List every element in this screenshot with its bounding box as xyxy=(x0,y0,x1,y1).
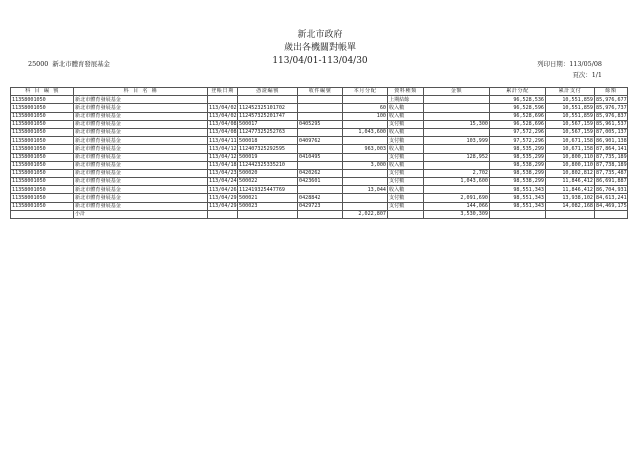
data-type-cell: 收入數 xyxy=(388,112,424,120)
print-date: 列印日期：113/05/08 xyxy=(537,60,602,68)
subject-code-cell: 11358001050 xyxy=(11,186,74,194)
monthly-alloc-cell: 3,000 xyxy=(343,161,388,169)
amount-cell xyxy=(424,104,490,112)
subtotal-empty-cell xyxy=(388,210,424,218)
monthly-alloc-cell: 100 xyxy=(343,112,388,120)
cum-alloc-cell: 98,538,299 xyxy=(490,178,546,186)
amount-cell xyxy=(424,96,490,104)
subject-name-cell: 新北市體育發展基金 xyxy=(74,145,208,153)
subject-code-cell: 11358001050 xyxy=(11,104,74,112)
subject-code-cell: 11358001050 xyxy=(11,153,74,161)
subject-name-cell: 新北市體育發展基金 xyxy=(74,178,208,186)
receipt-no-cell xyxy=(298,128,343,136)
subject-name-cell: 新北市體育發展基金 xyxy=(74,96,208,104)
org-code: 25000 xyxy=(28,60,49,68)
receipt-no-cell: 0428842 xyxy=(298,194,343,202)
subtotal-alloc: 2,022,807 xyxy=(343,210,388,218)
table-body xyxy=(11,96,628,219)
subtotal-label: 小計 xyxy=(74,210,208,218)
subject-code-cell: 11358001050 xyxy=(11,178,74,186)
post-date-cell: 113/04/24 xyxy=(209,178,237,185)
col-post-date-header: 登帳日期 xyxy=(208,88,238,96)
post-date-cell: 113/04/12 xyxy=(209,153,237,160)
voucher-no-cell: 500018 xyxy=(238,137,298,145)
table-row xyxy=(11,137,628,145)
post-date-cell: 113/04/08 xyxy=(209,129,237,136)
monthly-alloc-cell: 1,043,600 xyxy=(343,128,388,136)
voucher-no-cell: 500023 xyxy=(238,202,298,210)
voucher-no-cell: 112442325335210 xyxy=(238,161,298,169)
amount-cell: 128,952 xyxy=(424,153,490,161)
subtotal-empty-cell xyxy=(11,210,74,218)
subject-code-cell: 11358001050 xyxy=(11,161,74,169)
table-row xyxy=(11,169,628,177)
cum-paid-cell: 10,802,812 xyxy=(546,169,595,177)
col-data-type-header: 資料種類 xyxy=(388,88,424,96)
cum-alloc-cell: 98,535,299 xyxy=(490,153,546,161)
table-row xyxy=(11,202,628,210)
receipt-no-cell xyxy=(298,112,343,120)
receipt-no-cell xyxy=(298,161,343,169)
cum-paid-cell: 10,671,158 xyxy=(546,145,595,153)
receipt-no-cell: 0409762 xyxy=(298,137,343,145)
cum-alloc-cell: 96,528,696 xyxy=(490,120,546,128)
col-voucher-no-header: 憑證編號 xyxy=(238,88,298,96)
post-date-cell: 113/04/23 xyxy=(209,170,237,177)
voucher-no-cell: 500020 xyxy=(238,169,298,177)
post-date-cell: 113/04/26 xyxy=(209,186,237,193)
monthly-alloc-cell: 13,044 xyxy=(343,186,388,194)
voucher-no-cell: 112457325201747 xyxy=(238,112,298,120)
receipt-no-cell: 0423601 xyxy=(298,178,343,186)
col-amount-header: 金額 xyxy=(424,88,490,96)
data-type-cell: 支付數 xyxy=(388,202,424,210)
table-row xyxy=(11,145,628,153)
table-header-row xyxy=(11,88,628,96)
subject-name-cell: 新北市體育發展基金 xyxy=(74,128,208,136)
balance-cell: 87,735,189 xyxy=(596,153,627,160)
table-row xyxy=(11,178,628,186)
subject-name-cell: 新北市體育發展基金 xyxy=(74,112,208,120)
subtotal-amount: 3,530,309 xyxy=(424,210,490,218)
table-row xyxy=(11,186,628,194)
table-row xyxy=(11,120,628,128)
balance-cell: 84,613,241 xyxy=(596,194,627,201)
cum-alloc-cell: 98,538,299 xyxy=(490,161,546,169)
post-date-cell: 113/04/02 xyxy=(209,112,237,119)
report-title-statement: 歲出各機關對帳單 xyxy=(283,43,356,53)
cum-paid-cell: 10,671,158 xyxy=(546,137,595,145)
cum-paid-cell: 10,800,110 xyxy=(546,161,595,169)
cum-alloc-cell: 98,551,343 xyxy=(490,186,546,194)
amount-cell: 2,091,690 xyxy=(424,194,490,202)
data-type-cell: 支付數 xyxy=(388,137,424,145)
cum-alloc-cell: 98,538,299 xyxy=(490,169,546,177)
post-date-cell: 113/04/18 xyxy=(209,162,237,169)
data-type-cell: 收入數 xyxy=(388,145,424,153)
org-name: 新北市體育發展基金 xyxy=(52,60,110,68)
col-cum-alloc-header: 累計分配 xyxy=(490,88,546,96)
voucher-no-cell: 112419325447769 xyxy=(238,186,298,194)
balance-cell: 86,704,931 xyxy=(596,186,627,193)
balance-cell: 84,469,175 xyxy=(596,203,627,210)
cum-alloc-cell: 96,528,596 xyxy=(490,104,546,112)
subtotal-empty-cell xyxy=(238,210,298,218)
subject-name-cell: 新北市體育發展基金 xyxy=(74,120,208,128)
data-type-cell: 支付數 xyxy=(388,120,424,128)
post-date-cell: 113/04/02 xyxy=(209,104,237,111)
receipt-no-cell: 0429723 xyxy=(298,202,343,210)
data-type-cell: 上期結餘 xyxy=(388,96,424,104)
balance-cell: 87,864,141 xyxy=(596,145,627,152)
cum-paid-cell: 10,800,110 xyxy=(546,153,595,161)
data-type-cell: 收入數 xyxy=(388,128,424,136)
cum-paid-cell: 10,551,859 xyxy=(546,112,595,120)
data-type-cell: 收入數 xyxy=(388,161,424,169)
data-type-cell: 收入數 xyxy=(388,104,424,112)
subject-code-cell: 11358001050 xyxy=(11,120,74,128)
amount-cell xyxy=(424,112,490,120)
page-number: 頁次：1/1 xyxy=(572,71,602,79)
subject-code-cell: 11358001050 xyxy=(11,128,74,136)
post-date-cell xyxy=(208,96,238,104)
cum-alloc-cell: 97,572,296 xyxy=(490,137,546,145)
data-type-cell: 收入數 xyxy=(388,186,424,194)
table-row xyxy=(11,194,628,202)
subtotal-empty-cell xyxy=(298,210,343,218)
balance-cell: 85,976,837 xyxy=(596,112,627,119)
table-row xyxy=(11,161,628,169)
amount-cell: 1,043,600 xyxy=(424,178,490,186)
monthly-alloc-cell xyxy=(343,202,388,210)
monthly-alloc-cell xyxy=(343,137,388,145)
subject-name-cell: 新北市體育發展基金 xyxy=(74,202,208,210)
voucher-no-cell xyxy=(238,96,298,104)
cum-paid-cell: 10,551,859 xyxy=(546,104,595,112)
subject-name-cell: 新北市體育發展基金 xyxy=(74,137,208,145)
cum-alloc-cell: 96,528,696 xyxy=(490,112,546,120)
subject-name-cell: 新北市體育發展基金 xyxy=(74,186,208,194)
subtotal-row xyxy=(11,210,628,218)
subject-name-cell: 新北市體育發展基金 xyxy=(74,104,208,112)
subtotal-empty-cell xyxy=(546,210,595,218)
ledger-table xyxy=(10,87,628,219)
voucher-no-cell: 112452325101702 xyxy=(238,104,298,112)
table-row xyxy=(11,153,628,161)
data-type-cell: 支付數 xyxy=(388,153,424,161)
subject-code-cell: 11358001050 xyxy=(11,137,74,145)
subject-code-cell: 11358001050 xyxy=(11,112,74,120)
receipt-no-cell: 0405295 xyxy=(298,120,343,128)
receipt-no-cell xyxy=(298,145,343,153)
cum-paid-cell: 10,567,159 xyxy=(546,120,595,128)
post-date-cell: 113/04/08 xyxy=(209,121,237,128)
cum-paid-cell: 10,567,159 xyxy=(546,128,595,136)
subject-name-cell: 新北市體育發展基金 xyxy=(74,194,208,202)
balance-cell: 85,976,677 xyxy=(596,96,627,103)
cum-alloc-cell: 98,535,299 xyxy=(490,145,546,153)
subject-name-cell: 新北市體育發展基金 xyxy=(74,153,208,161)
receipt-no-cell xyxy=(298,104,343,112)
cum-alloc-cell: 97,572,296 xyxy=(490,128,546,136)
subtotal-empty-cell xyxy=(595,210,628,218)
post-date-cell: 113/04/29 xyxy=(209,194,237,201)
monthly-alloc-cell xyxy=(343,169,388,177)
cum-paid-cell: 11,846,412 xyxy=(546,186,595,194)
balance-cell: 87,005,137 xyxy=(596,129,627,136)
balance-cell: 87,738,189 xyxy=(596,162,627,169)
subject-name-cell: 新北市體育發展基金 xyxy=(74,169,208,177)
amount-cell xyxy=(424,145,490,153)
col-receipt-no-header: 收件編號 xyxy=(298,88,343,96)
receipt-no-cell xyxy=(298,96,343,104)
cum-paid-cell: 13,938,102 xyxy=(546,194,595,202)
subject-name-cell: 新北市體育發展基金 xyxy=(74,161,208,169)
post-date-cell: 113/04/29 xyxy=(209,203,237,210)
org-info xyxy=(28,60,110,68)
cum-alloc-cell: 98,551,343 xyxy=(490,194,546,202)
post-date-cell: 113/04/11 xyxy=(209,137,237,144)
data-type-cell: 支付數 xyxy=(388,194,424,202)
col-cum-paid-header: 累計支付 xyxy=(546,88,595,96)
monthly-alloc-cell: 60 xyxy=(343,104,388,112)
subject-code-cell: 11358001050 xyxy=(11,145,74,153)
balance-cell: 85,961,537 xyxy=(596,121,627,128)
voucher-no-cell: 500019 xyxy=(238,153,298,161)
table-row xyxy=(11,96,628,104)
table-row xyxy=(11,104,628,112)
voucher-no-cell: 500017 xyxy=(238,120,298,128)
amount-cell xyxy=(424,186,490,194)
receipt-no-cell xyxy=(298,186,343,194)
subject-code-cell: 11358001050 xyxy=(11,194,74,202)
subtotal-empty-cell xyxy=(208,210,238,218)
balance-cell: 85,976,737 xyxy=(596,104,627,111)
data-type-cell: 支付數 xyxy=(388,169,424,177)
col-subject-name-header: 科 目 名 稱 xyxy=(74,88,208,96)
subject-code-cell: 11358001050 xyxy=(11,202,74,210)
amount-cell: 144,066 xyxy=(424,202,490,210)
post-date-cell: 113/04/12 xyxy=(209,145,237,152)
voucher-no-cell: 112477325252763 xyxy=(238,128,298,136)
monthly-alloc-cell xyxy=(343,153,388,161)
voucher-no-cell: 500021 xyxy=(238,194,298,202)
col-monthly-alloc-header: 本月分配 xyxy=(343,88,388,96)
subtotal-empty-cell xyxy=(490,210,546,218)
balance-cell: 86,691,887 xyxy=(596,178,627,185)
balance-cell: 87,735,487 xyxy=(596,170,627,177)
cum-paid-cell: 14,082,168 xyxy=(546,202,595,210)
subject-code-cell: 11358001050 xyxy=(11,169,74,177)
col-balance-header: 餘額 xyxy=(595,88,628,96)
cum-alloc-cell: 98,551,343 xyxy=(490,202,546,210)
monthly-alloc-cell xyxy=(343,178,388,186)
amount-cell xyxy=(424,128,490,136)
monthly-alloc-cell: 963,003 xyxy=(343,145,388,153)
cum-paid-cell: 11,846,412 xyxy=(546,178,595,186)
subject-code-cell: 11358001050 xyxy=(11,96,74,104)
report-title-agency: 新北市政府 xyxy=(297,30,343,40)
voucher-no-cell: 112407325292595 xyxy=(238,145,298,153)
amount-cell: 15,300 xyxy=(424,120,490,128)
report-period: 113/04/01-113/04/30 xyxy=(272,56,368,66)
balance-cell: 86,901,138 xyxy=(596,137,627,144)
receipt-no-cell: 0420262 xyxy=(298,169,343,177)
monthly-alloc-cell xyxy=(343,120,388,128)
col-subject-code-header: 科 目 編 號 xyxy=(11,88,74,96)
table-row xyxy=(11,112,628,120)
cum-alloc-cell: 96,528,536 xyxy=(490,96,546,104)
voucher-no-cell: 500022 xyxy=(238,178,298,186)
receipt-no-cell: 0410495 xyxy=(298,153,343,161)
table-row xyxy=(11,128,628,136)
data-type-cell: 支付數 xyxy=(388,178,424,186)
amount-cell: 103,999 xyxy=(424,137,490,145)
monthly-alloc-cell xyxy=(343,194,388,202)
amount-cell xyxy=(424,161,490,169)
monthly-alloc-cell xyxy=(343,96,388,104)
amount-cell: 2,702 xyxy=(424,169,490,177)
cum-paid-cell: 10,551,859 xyxy=(546,96,595,104)
